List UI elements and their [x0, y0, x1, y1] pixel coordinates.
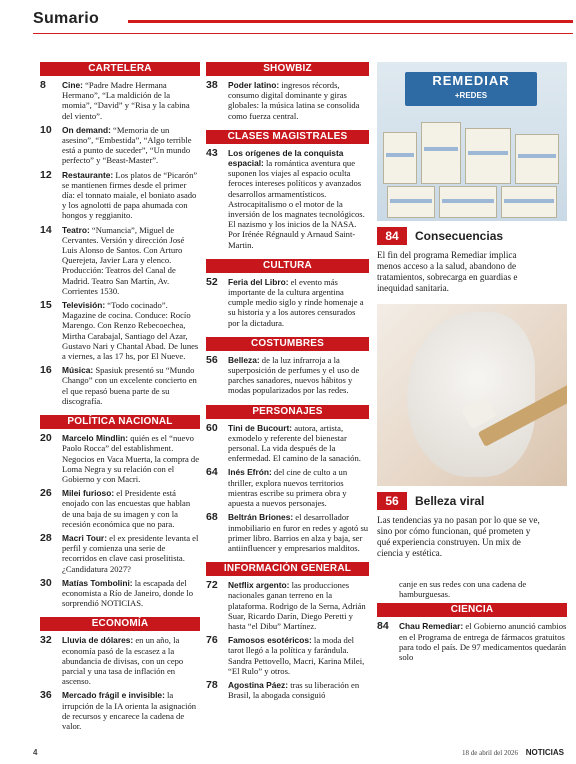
entry-page-number: 20	[40, 432, 52, 445]
entry-lead: Famosos esotéricos:	[228, 635, 312, 646]
entry-page-number: 8	[40, 79, 46, 91]
toc-entry	[206, 423, 369, 464]
toc-entry	[206, 355, 369, 396]
entry-page-number: 16	[40, 364, 52, 377]
entry-body	[62, 433, 200, 484]
entry-text: la escapada del economista a Río de Janeiro, donde lo sorprendió NOTICIAS.	[62, 577, 194, 609]
toc-entry	[40, 578, 200, 609]
section-title: COSTUMBRES	[206, 337, 369, 351]
entry-page-number: 26	[40, 487, 52, 500]
entry-page-number: 38	[206, 79, 218, 91]
entry-lead: Milei furioso:	[62, 488, 115, 499]
toc-entry	[40, 125, 200, 166]
entry-text: “Todo cocinado”. Magazine de cocina. Conduce: Rocío Marengo. Con Renzo Rebecoechea, Mirtha Carabajal, Santiago del Azar, Gustavo Nari y Chantal Abad. De lunes a viernes, a las 17 hs, por El Nueve.	[62, 300, 199, 362]
entry-body	[228, 423, 369, 464]
entry-text: autora, artista, exmodelo y referente del bienestar personal. La vida después de la enfermedad. El camino de la sanación.	[228, 422, 361, 464]
entry-text: ingresos récords, consumo digital dominante y giras globales: la música latina se consolida como fuerza central.	[228, 80, 360, 121]
entry-page-number: 60	[206, 421, 218, 434]
section-title: CIENCIA	[377, 603, 567, 617]
entry-lead: Feria del Libro:	[228, 276, 289, 287]
entry-text: el Presidente está enojado con las encuestas que hablan de una baja de su imagen y con la recesión económica que no para.	[62, 488, 191, 529]
column-left	[40, 62, 200, 735]
entry-lead: Mercado frágil e invisible:	[62, 690, 165, 701]
entry-lead: Los orígenes de la conquista espacial:	[228, 147, 344, 169]
entry-page-number: 64	[206, 466, 218, 479]
entry-lead: On demand:	[62, 124, 111, 135]
remediar-sign-line2: +REDES	[454, 91, 488, 100]
toc-entry	[206, 635, 369, 676]
entry-lead: Inés Efrón:	[228, 467, 272, 478]
entry-text: las producciones nacionales ganan terreno en la plataforma. Rodrigo de la Serna, Adrián Suar, Ricardo Darín, Diego Peretti y hasta “el Dibu” Martínez.	[228, 580, 366, 631]
toc-entry	[206, 680, 369, 700]
medicine-box	[515, 134, 559, 184]
issue-date: 18 de abril del 2026	[462, 749, 518, 757]
medicine-box	[383, 132, 417, 184]
section-title: CLASES MAGISTRALES	[206, 130, 369, 144]
entry-lead: Restaurante:	[62, 169, 114, 180]
page-header	[33, 8, 573, 34]
feature-caption	[377, 226, 567, 246]
toc-entry	[206, 80, 369, 121]
medicine-box	[501, 186, 557, 218]
entry-body	[62, 170, 200, 221]
entry-number	[377, 579, 399, 599]
continuation-body: canje en sus redes con una cadena de hamburguesas.	[399, 579, 527, 600]
entry-text: del cine de culto a un thriller, explora nuevos territorios mientras escribe su primera obra y apuesta a nuevos personajes.	[228, 467, 348, 509]
entry-text: la romántica aventura que suponen los viajes al espacio oculta feroces intereses políticos y avanzados desarrollos armamentísticos. Astrocapitalismo o el motor de la inversión de los magnates tecnológicos. El nazismo y los inicios de la NASA. Por Irénée Régnauld y Arnaud Saint-Martin.	[228, 158, 365, 250]
entry-text: de la luz infrarroja a la superposición de perfumes y el uso de parches sanadores, nuevos hábitos y modas popularizados por las redes.	[228, 354, 360, 396]
section-title: PERSONAJES	[206, 405, 369, 419]
page-footer	[33, 748, 564, 760]
entry-body	[228, 277, 369, 328]
remediar-sign	[405, 72, 537, 106]
entry-text: quién es el “nuevo Paolo Rocca” del establishment. Negocios en Vaca Muerta, la compra de Loma Negra y su relación con el Gobierno y con Macri.	[62, 433, 200, 484]
toc-entry	[40, 433, 200, 484]
entry-body	[228, 80, 369, 121]
entry-lead: Televisión:	[62, 300, 106, 311]
entry-lead: Macri Tour:	[62, 532, 107, 543]
medicine-box	[465, 128, 511, 184]
entry-page-number: 10	[40, 123, 52, 136]
toc-entry	[40, 80, 200, 121]
entry-page-number: 30	[40, 576, 52, 589]
toc-entry	[40, 533, 200, 574]
medicine-box	[439, 186, 497, 218]
feature-title: Belleza viral	[415, 494, 485, 508]
entry-page-number: 15	[40, 299, 52, 312]
toc-entry	[206, 148, 369, 250]
entry-text: la moda del tarot llegó a la política y farándula. Sandra Pettovello, Macri, Karina Milei, “El Rulo” y otros.	[228, 635, 365, 676]
column-middle	[206, 62, 369, 704]
entry-body	[62, 225, 200, 296]
entry-lead: Agostina Páez:	[228, 679, 289, 690]
entry-text: el ex presidente levanta el perfil y comienza una serie de recorridos en clave casi proselitista. ¿Candidatura 2027?	[62, 532, 199, 574]
entry-lead: Chau Remediar:	[399, 621, 464, 632]
entry-page-number: 76	[206, 634, 218, 647]
toc-entry	[377, 621, 567, 662]
entry-page-number: 43	[206, 146, 218, 159]
entry-text: el desarrollador inmobiliario en furor en redes y agotó su primer libro. Barrios en alza y baja, ser antiinfluencer y empresarios malditos.	[228, 512, 369, 553]
entry-body	[62, 125, 200, 166]
feature-page-number: 84	[377, 227, 407, 245]
entry-body	[62, 488, 200, 529]
toc-entry	[40, 225, 200, 296]
entry-text: el evento más importante de la cultura argentina cumple medio siglo y rinde homenaje a su historia y a los autores censurados por la dictadura.	[228, 276, 364, 328]
entry-page-number: 56	[206, 353, 218, 366]
column-right-sections	[377, 603, 567, 662]
entry-text: Spasiuk presentó su “Mundo Chango” con un excelente concierto en el que repasó buena parte de su discografía.	[62, 365, 197, 406]
entry-page-number: 84	[377, 620, 389, 633]
remediar-sign-line1: REMEDIAR	[432, 73, 510, 88]
entry-body	[228, 580, 369, 631]
entry-text: el Gobierno anunció cambios en el Programa de entrega de fármacos gratuitos para todo el país. De 97 medicamentos quedarán solo	[399, 621, 567, 663]
toc-entry	[40, 635, 200, 686]
medicine-box	[421, 122, 461, 184]
entry-text: “Numancia”, Miguel de Cervantes. Versión y dirección José Luis Alonso de Santos. Con Arturo Querejeta, Javier Lara y elenco. Producción: Teatros del Canal de Madrid. Teatro San Martín, Av. Corrientes 1530.	[62, 224, 185, 296]
entry-text: Los platos de “Picarón” se mantienen firmes desde el primer día: el tonnato maiale, el boniato asado y los agnolotti de papa ahumada con hongos y reggianito.	[62, 169, 198, 221]
entry-body	[228, 680, 369, 700]
feature-text: El fin del programa Remediar implica menos acceso a la salud, abandono de tratamientos, sobrecarga en guardias e inequidad sanitaria.	[377, 250, 518, 293]
entry-lead: Marcelo Mindlin:	[62, 433, 129, 444]
feature-caption	[377, 491, 567, 511]
face-mask-image	[407, 312, 535, 477]
entry-lead: Tini de Bucourt:	[228, 422, 293, 433]
entry-body	[228, 635, 369, 676]
feature-text: Las tendencias ya no pasan por lo que se ve, sino por cómo funcionan, qué prometen y qué experiencia construyen. Un mix de ciencia y estética.	[377, 515, 540, 558]
entry-body	[228, 467, 369, 508]
entry-text: “Memoria de un asesino”, “Embestida”, “Algo terrible está a punto de suceder”, “Un mundo perfecto” y “Beast-Master”.	[62, 124, 192, 166]
page-title: Sumario	[33, 10, 100, 27]
toc-entry	[40, 170, 200, 221]
toc-entry	[206, 467, 369, 508]
entry-text: tras su liberación en Brasil, la abogada consiguió	[228, 679, 360, 701]
entry-lead: Poder latino:	[228, 80, 280, 90]
feature-title: Consecuencias	[415, 229, 504, 243]
entry-body	[62, 578, 200, 609]
toc-entry	[206, 580, 369, 631]
entry-body	[228, 512, 369, 553]
section-title: CULTURA	[206, 259, 369, 273]
toc-entry	[40, 300, 200, 361]
toc-entry	[40, 488, 200, 529]
column-right	[377, 62, 567, 666]
entry-page-number: 12	[40, 168, 52, 181]
entry-body	[62, 300, 200, 361]
toc-entry	[40, 365, 200, 406]
section-title: CARTELERA	[40, 62, 200, 76]
entry-body	[62, 635, 200, 686]
entry-page-number: 32	[40, 634, 52, 647]
toc-entry	[206, 512, 369, 553]
entry-lead: Teatro:	[62, 224, 90, 235]
entry-page-number: 36	[40, 689, 52, 702]
entry-body	[62, 533, 200, 574]
header-rule	[128, 20, 573, 23]
toc-entry	[40, 690, 200, 731]
entry-text: “Padre Madre Hermana Hermano”, “La maldición de la momia”, “David” y “Risa y la cabina del viento”.	[62, 80, 190, 121]
entry-page-number: 68	[206, 511, 218, 524]
feature-page-number: 56	[377, 492, 407, 510]
entry-body	[62, 80, 200, 121]
entry-lead: Belleza:	[228, 354, 260, 365]
section-title: SHOWBIZ	[206, 62, 369, 76]
toc-entry	[206, 277, 369, 328]
entry-lead: Matías Tombolini:	[62, 577, 133, 588]
remediar-photo	[377, 62, 567, 221]
entry-body	[62, 365, 200, 406]
entry-page-number: 14	[40, 223, 52, 236]
entry-body	[62, 690, 200, 731]
entry-page-number: 52	[206, 275, 218, 288]
page-number: 4	[33, 748, 38, 757]
entry-page-number: 72	[206, 579, 218, 592]
entry-body	[228, 148, 369, 250]
entry-lead: Música:	[62, 365, 94, 376]
entry-page-number: 28	[40, 531, 52, 544]
section-title: ECONOMÍA	[40, 617, 200, 631]
entry-body	[399, 621, 567, 662]
continuation-text	[377, 579, 567, 599]
magazine-brand: NOTICIAS	[525, 748, 564, 757]
medicine-box	[387, 186, 435, 218]
entry-body	[228, 355, 369, 396]
entry-lead: Netflix argento:	[228, 580, 290, 591]
entry-lead: Lluvia de dólares:	[62, 635, 134, 646]
entry-page-number: 78	[206, 678, 218, 691]
entry-lead: Cine:	[62, 80, 83, 90]
header-underline	[33, 33, 573, 34]
section-title: POLÍTICA NACIONAL	[40, 415, 200, 429]
section-title: INFORMACIÓN GENERAL	[206, 562, 369, 576]
entry-text: en un año, la economía pasó de la escasez a la abundancia de divisas, con un cepo parcial y una tasa de inflación en ascenso.	[62, 635, 184, 687]
entry-text: la irrupción de la IA orienta la asignación de recursos y encarece la cadena de valor.	[62, 690, 197, 731]
beauty-photo	[377, 304, 567, 486]
entry-lead: Beltrán Briones:	[228, 512, 294, 523]
